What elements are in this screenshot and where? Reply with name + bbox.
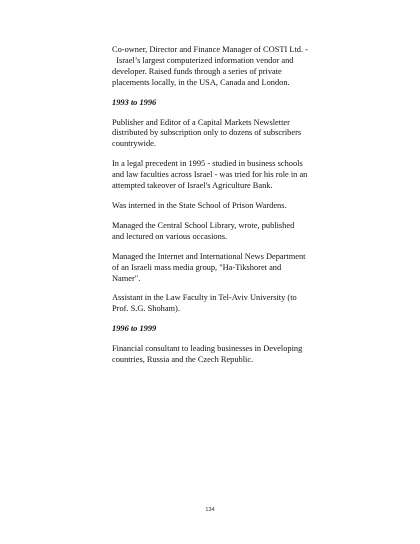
page-number: 134 [205,507,215,513]
paragraph-legal-precedent [112,159,322,192]
text-line: and lectured on various occasions. [112,231,228,241]
paragraph-news-department [112,252,322,285]
text-line: and law faculties across Israel - was tried for his role in an [112,170,308,180]
paragraph-financial-consultant [112,344,322,366]
text-line: placements locally, in the USA, Canada and London. [112,77,290,87]
text-line: Managed the Internet and International News Department [112,251,306,261]
section-heading-1993 [112,98,322,109]
text-line: Was interned in the State School of Prison Wardens. [112,200,287,210]
paragraph-prison-school [112,201,322,212]
text-line: Assistant in the Law Faculty in Tel-Aviv University (to [112,293,297,303]
text-line: developer. Raised funds through a series of private [112,66,282,76]
text-line: Financial consultant to leading businesses in Developing [112,344,303,354]
paragraph-library [112,221,322,243]
text-line: Publisher and Editor of a Capital Markets Newsletter [112,117,290,127]
text-line: Israel’s largest computerized information vendor and [112,55,294,65]
text-line: attempted takeover of Israel's Agriculture Bank. [112,181,273,191]
heading-text: 1996 to 1999 [112,324,157,334]
text-line: distributed by subscription only to dozens of subscribers [112,128,302,138]
text-line: countries, Russia and the Czech Republic. [112,355,254,365]
page-body [112,45,322,375]
paragraph-newsletter [112,118,322,151]
heading-text: 1993 to 1996 [112,97,157,107]
text-line: of an Israeli mass media group, "Ha-Tikshoret and [112,262,282,272]
text-line: Prof. S.G. Shoham). [112,304,180,314]
text-line: Managed the Central School Library, wrote, published [112,220,295,230]
text-line: countrywide. [112,139,156,149]
text-line: Co-owner, Director and Finance Manager of COSTI Ltd. - [112,45,308,54]
section-heading-1996 [112,324,322,335]
text-line: Namer". [112,273,141,283]
paragraph-law-faculty [112,293,322,315]
paragraph-costi [112,45,322,89]
text-line: In a legal precedent in 1995 - studied in business schools [112,159,303,169]
